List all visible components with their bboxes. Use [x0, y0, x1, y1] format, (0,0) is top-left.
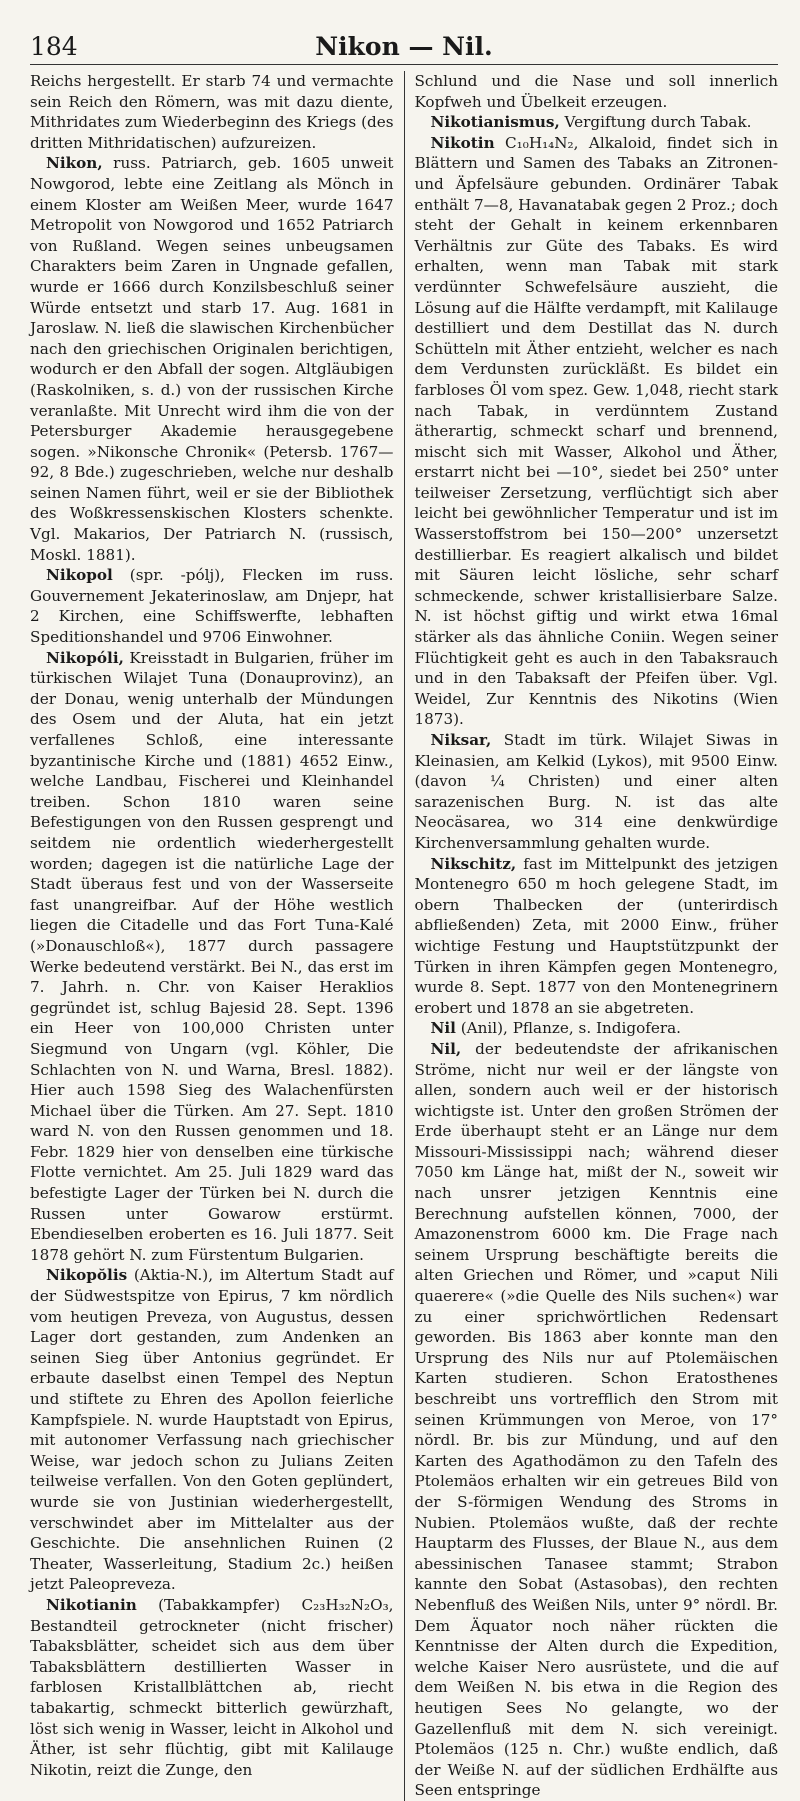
entry-text: (Aktia-N.), im Altertum Stadt auf der Südwestspitze von Epirus, 7 km nördlich vom heutigen Preveza, von Augustus, dessen Lager dort gestanden, zum Andenken an seinen Sieg über Antonius gegründet. Er erbaute daselbst einen Tempel des Neptun und stiftete zu Ehren des Apollon feierliche Kampfspiele. N. wurde Hauptstadt von Epirus, mit autonomer Verfassung nach griechischer Weise, war jedoch schon zu Julians Zeiten teilweise verfallen. Von den Goten geplündert, wurde sie von Justinian wiederhergestellt, verschwindet aber im Mittelalter aus der Geschichte. Die ansehnlichen Ruinen (2 Theater, Wasserleitung, Stadium 2c.) heißen jetzt Paleopreveza.: [30, 1266, 394, 1594]
entry-headword: Nil: [430, 1019, 456, 1038]
page-number: 184: [30, 32, 78, 61]
dictionary-entry: [30, 1265, 394, 1595]
entry-text: Kreisstadt in Bulgarien, früher im türkischen Wilajet Tuna (Donauprovinz), an der Donau, wenig unterhalb der Mündungen des Osem und der Aluta, hat ein jetzt verfallenes Schloß, eine interessante byzantinische Kirche und (1881) 4652 Einw., welche Landbau, Fischerei und Kleinhandel treiben. Schon 1810 waren seine Befestigungen von den Russen gesprengt und seitdem nie ordentlich wiederhergestellt worden; dagegen ist die natürliche Lage der Stadt überaus fest und von der Wasserseite fast unangreifbar. Auf der Höhe westlich liegen die Citadelle und das Fort Tuna-Kalé (»Donauschloß«), 1877 durch passagere Werke bedeutend verstärkt. Bei N., das erst im 7. Jahrh. n. Chr. von Kaiser Heraklios gegründet ist, schlug Bajesid 28. Sept. 1396 ein Heer von 100,000 Christen unter Siegmund von Ungarn (vgl. Köhler, Die Schlachten von N. und Warna, Bresl. 1882). Hier auch 1598 Sieg des Walachenfürsten Michael über die Türken. Am 27. Sept. 1810 ward N. von den Russen genommen und 18. Febr. 1829 hier von denselben eine türkische Flotte vernichtet. Am 25. Juli 1829 ward das befestigte Lager der Türken bei N. durch die Russen unter Gowarow erstürmt. Ebendieselben eroberten es 16. Juli 1877. Seit 1878 gehört N. zum Fürstentum Bulgarien.: [30, 648, 394, 1264]
entry-text: C₁₀H₁₄N₂, Alkaloid, findet sich in Blättern und Samen des Tabaks an Zitronen- und Äpfelsäure gebunden. Ordinärer Tabak enthält 7—8, Havanatabak gegen 2 Proz.; doch steht der Gehalt in keinem erkennbaren Verhältnis zur Güte des Tabaks. Es wird erhalten, wenn man Tabak mit stark verdünnter Schwefelsäure auszieht, die Lösung auf die Hälfte verdampft, mit Kalilauge destilliert und dem Destillat das N. durch Schütteln mit Äther entzieht, welcher es nach dem Verdunsten zurückläßt. Es bildet ein farbloses Öl vom spez. Gew. 1,048, riecht stark nach Tabak, in verdünntem Zustand ätherartig, schmeckt scharf und brennend, mischt sich mit Wasser, Alkohol und Äther, erstarrt nicht bei —10°, siedet bei 250° unter teilweiser Zersetzung, verflüchtigt sich aber leicht bei gewöhnlicher Temperatur und ist im Wasserstoffstrom bei 150—200° unzersetzt destillierbar. Es reagiert alkalisch und bildet mit Säuren leicht lösliche, sehr scharf schmeckende, schwer kristallisierbare Salze. N. ist höchst giftig und wirkt etwa 16mal stärker als das ähnliche Coniin. Wegen seiner Flüchtigkeit geht es auch in den Tabaksrauch und in den Tabaksaft der Pfeifen über. Vgl. Weidel, Zur Kenntnis des Nikotins (Wien 1873).: [414, 133, 778, 729]
dictionary-entry: [30, 71, 394, 153]
entry-text: russ. Patriarch, geb. 1605 unweit Nowgorod, lebte eine Zeitlang als Mönch in einem Kloster am Weißen Meer, wurde 1647 Metropolit von Nowgorod und 1652 Patriarch von Rußland. Wegen seines unbeugsamen Charakters beim Zaren in Ungnade gefallen, wurde er 1666 durch Konzilsbeschluß seiner Würde entsetzt und starb 17. Aug. 1681 in Jaroslaw. N. ließ die slawischen Kirchenbücher nach den griechischen Originalen berichtigen, wodurch er den Abfall der sogen. Altgläubigen (Raskolniken, s. d.) von der russischen Kirche veranlaßte. Mit Unrecht wird ihm die von der Petersburger Akademie herausgegebene sogen. »Nikonsche Chronik« (Petersb. 1767—92, 8 Bde.) zugeschrieben, welche nur deshalb seinen Namen führt, weil er sie der Bibliothek des Woßkressenskischen Klosters schenkte. Vgl. Makarios, Der Patriarch N. (russisch, Moskl. 1881).: [30, 154, 394, 564]
column-divider: [404, 71, 405, 1801]
entry-text: der bedeutendste der afrikanischen Ströme, nicht nur weil er der längste von allen, sondern auch weil er der historisch wichtigste ist. Unter den großen Strömen der Erde überhaupt steht er an Länge nur dem Missouri-Mississippi nach; während dieser 7050 km Länge hat, mißt der N., soweit wir nach unsrer jetzigen Kenntnis eine Berechnung aufstellen können, 7000, der Amazonenstrom 6000 km. Die Frage nach seinem Ursprung beschäftigte bereits die alten Griechen und Römer, und »caput Nili quaerere« (»die Quelle des Nils suchen«) war zu einer sprichwörtlichen Redensart geworden. Bis 1863 aber konnte man den Ursprung des Nils nur auf Ptolemäischen Karten studieren. Schon Eratosthenes beschreibt uns vortrefflich den Strom mit seinen Krümmungen von Meroe, von 17° nördl. Br. bis zur Mündung, und auf den Karten des Agathodämon zu den Tafeln des Ptolemäos erhalten wir ein getreues Bild von der S-förmigen Wendung des Stroms in Nubien. Ptolemäos wußte, daß der rechte Hauptarm des Flusses, der Blaue N., aus dem abessinischen Tanasee stammt; Strabon kannte den Sobat (Astasobas), den rechten Nebenfluß des Weißen Nils, unter 9° nördl. Br. Dem Äquator noch näher rückten die Kenntnisse der Alten durch die Expedition, welche Kaiser Nero ausrüstete, und die auf dem Weißen N. bis etwa in die Region des heutigen Sees No gelangte, wo der Gazellenfluß mit dem N. sich vereinigt. Ptolemäos (125 n. Chr.) wußte endlich, daß der Weiße N. auf der südlichen Erdhälfte aus Seen entspringe: [414, 1039, 778, 1800]
text-columns: [30, 71, 778, 1801]
entry-text: (Anil), Pflanze, s. Indigofera.: [455, 1019, 681, 1038]
dictionary-entry: [30, 1595, 394, 1780]
dictionary-entry: [30, 565, 394, 647]
entry-text: (Tabakkampfer) C₂₃H₃₂N₂O₃, Bestandteil getrockneter (nicht frischer) Tabaksblätter, scheidet sich aus dem über Tabaksblättern destillierten Wasser in farblosen Kristallblättchen ab, riecht tabakartig, schmeckt bitterlich gewürzhaft, löst sich wenig in Wasser, leicht in Alkohol und Äther, ist sehr flüchtig, gibt mit Kalilauge Nikotin, reizt die Zunge, den: [30, 1595, 394, 1779]
entry-headword: Nikopŏlis: [46, 1266, 128, 1285]
entry-text: fast im Mittelpunkt des jetzigen Montenegro 650 m hoch gelegene Stadt, im obern Thalbecken der (unterirdisch abfließenden) Zeta, mit 2000 Einw., früher wichtige Festung und Hauptstützpunkt der Türken in ihren Kämpfen gegen Montenegro, wurde 8. Sept. 1877 von den Montenegrinern erobert und 1878 an sie abgetreten.: [414, 854, 778, 1017]
dictionary-entry: [414, 1039, 778, 1801]
dictionary-entry: [414, 112, 778, 133]
dictionary-entry: [414, 854, 778, 1019]
entry-headword: Nikopol: [46, 566, 113, 585]
dictionary-entry: [414, 71, 778, 112]
dictionary-entry: [414, 1018, 778, 1039]
right-column: [414, 71, 778, 1801]
entry-text: (spr. -pólj), Flecken im russ. Gouvernement Jekaterinoslaw, am Dnjepr, hat 2 Kirchen, eine Schiffswerfte, lebhaften Speditionshandel und 9706 Einwohner.: [30, 566, 394, 647]
entry-text: Stadt im türk. Wilajet Siwas in Kleinasien, am Kelkid (Lykos), mit 9500 Einw. (davon ¼ Christen) und einer alten sarazenischen Burg. N. ist das alte Neocäsarea, wo 314 eine denkwürdige Kirchenversammlung gehalten wurde.: [414, 731, 778, 852]
entry-headword: Nikon,: [46, 154, 103, 173]
entry-text: Schlund und die Nase und soll innerlich Kopfweh und Übelkeit erzeugen.: [414, 72, 778, 111]
entry-headword: Nikotianin: [46, 1595, 137, 1614]
entry-text: Vergiftung durch Tabak.: [559, 113, 752, 132]
page-header: [30, 30, 778, 65]
entry-headword: Nikschitz,: [430, 854, 517, 873]
dictionary-entry: [30, 153, 394, 565]
running-head: Nikon — Nil.: [315, 32, 493, 61]
entry-headword: Nikotianismus,: [430, 113, 560, 132]
entry-headword: Nil,: [430, 1039, 462, 1058]
entry-headword: Nikopóli,: [46, 648, 124, 667]
dictionary-entry: [30, 648, 394, 1266]
entry-headword: Nikotin: [430, 133, 495, 152]
entry-text: Reichs hergestellt. Er starb 74 und vermachte sein Reich den Römern, was mit dazu diente, Mithridates zum Wiederbeginn des Kriegs (des dritten Mithridatischen) aufzureizen.: [30, 72, 394, 152]
left-column: [30, 71, 394, 1801]
dictionary-entry: [414, 730, 778, 854]
dictionary-entry: [414, 133, 778, 730]
entry-headword: Niksar,: [430, 731, 492, 749]
